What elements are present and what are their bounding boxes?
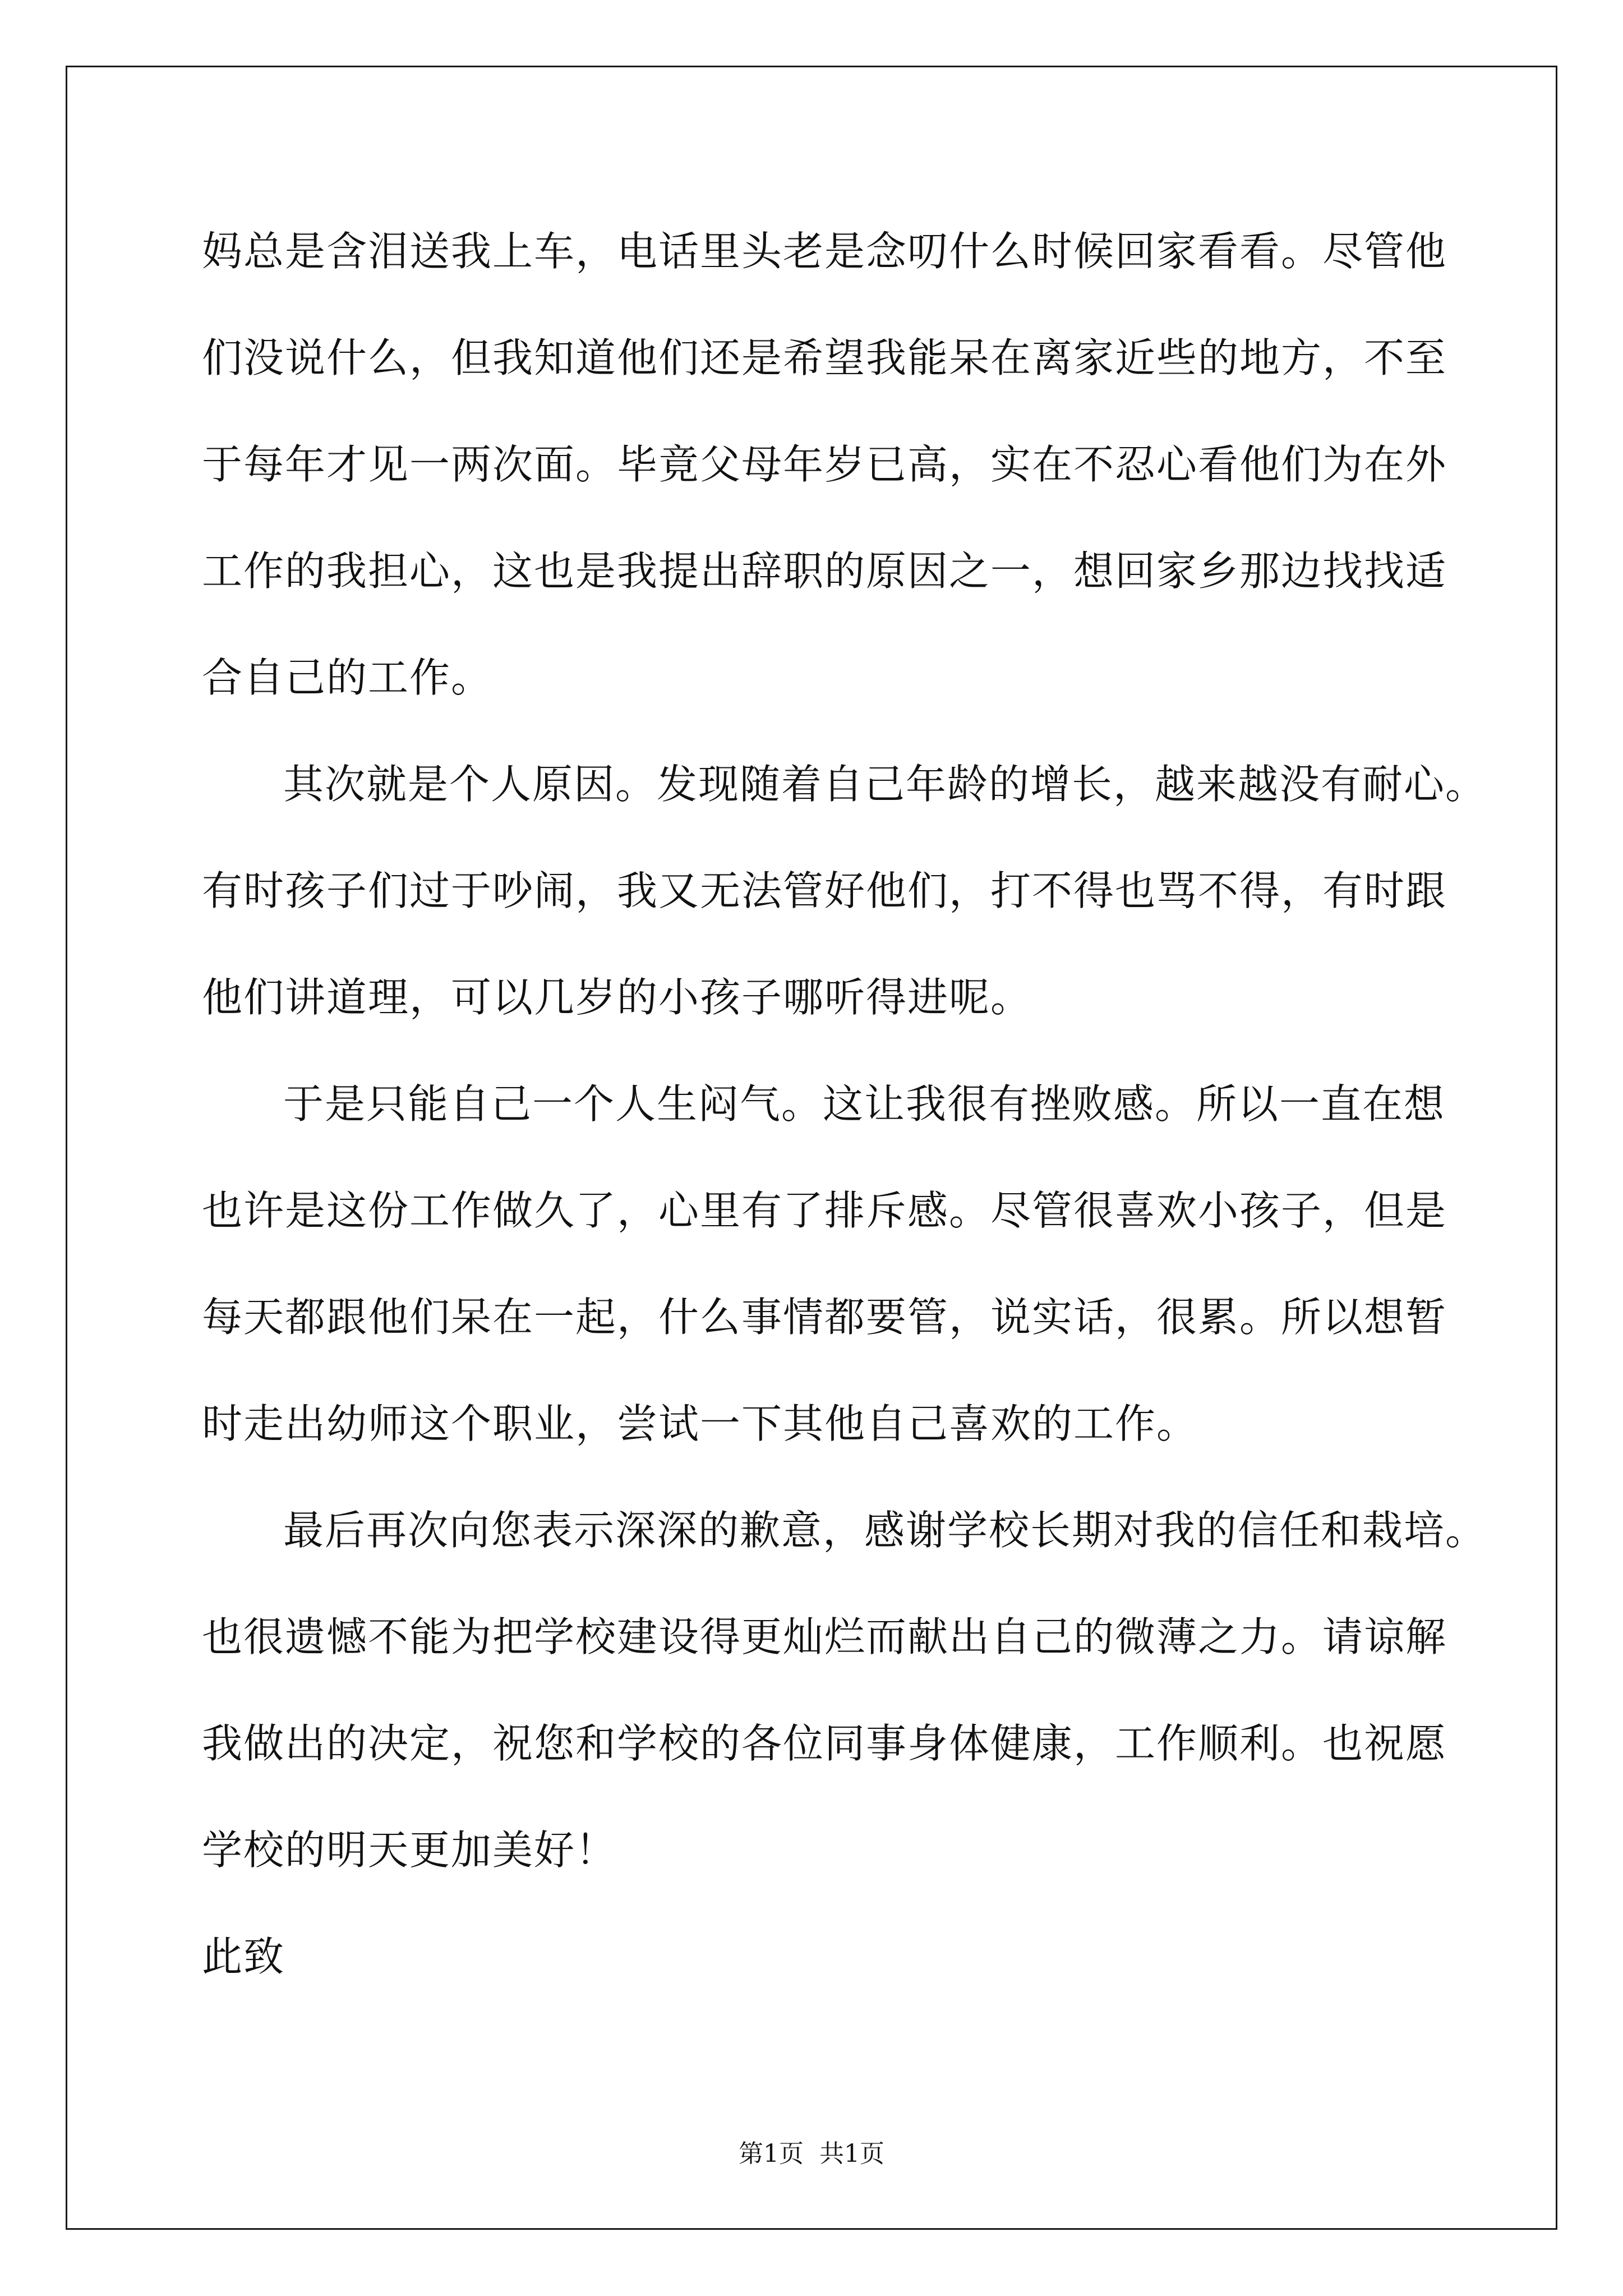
page-footer: 第1页 共1页 (739, 2139, 884, 2168)
text-line: 们没说什么，但我知道他们还是希望我能呆在离家近些的地方，不至 (202, 334, 1447, 381)
text-line: 我做出的决定，祝您和学校的各位同事身体健康，工作顺利。也祝愿 (202, 1720, 1447, 1767)
page-frame (66, 66, 1557, 2230)
paragraph-start-line: 于是只能自己一个人生闷气。这让我很有挫败感。所以一直在想 (283, 1080, 1446, 1128)
text-line: 工作的我担心，这也是我提出辞职的原因之一，想回家乡那边找找适 (202, 547, 1447, 595)
text-line: 也很遗憾不能为把学校建设得更灿烂而献出自己的微薄之力。请谅解 (202, 1613, 1447, 1660)
text-line: 每天都跟他们呆在一起，什么事情都要管，说实话，很累。所以想暂 (202, 1294, 1447, 1341)
text-line: 他们讲道理，可以几岁的小孩子哪听得进呢。 (202, 974, 1032, 1021)
text-line: 有时孩子们过于吵闹，我又无法管好他们，打不得也骂不得，有时跟 (202, 867, 1447, 914)
letter-body (67, 67, 1556, 2228)
paragraph-start-line: 最后再次向您表示深深的歉意，感谢学校长期对我的信任和栽培。 (283, 1507, 1487, 1554)
text-line: 学校的明天更加美好！ (202, 1826, 617, 1874)
text-line: 时走出幼师这个职业，尝试一下其他自己喜欢的工作。 (202, 1400, 1198, 1447)
closing-salutation: 此致 (202, 1933, 285, 1980)
text-line: 也许是这份工作做久了，心里有了排斥感。尽管很喜欢小孩子，但是 (202, 1187, 1447, 1234)
paragraph-start-line: 其次就是个人原因。发现随着自己年龄的增长，越来越没有耐心。 (283, 761, 1487, 808)
text-line: 于每年才见一两次面。毕竟父母年岁已高，实在不忍心看他们为在外 (202, 441, 1447, 488)
text-line: 合自己的工作。 (202, 654, 493, 701)
text-line: 妈总是含泪送我上车，电话里头老是念叨什么时候回家看看。尽管他 (202, 228, 1447, 275)
